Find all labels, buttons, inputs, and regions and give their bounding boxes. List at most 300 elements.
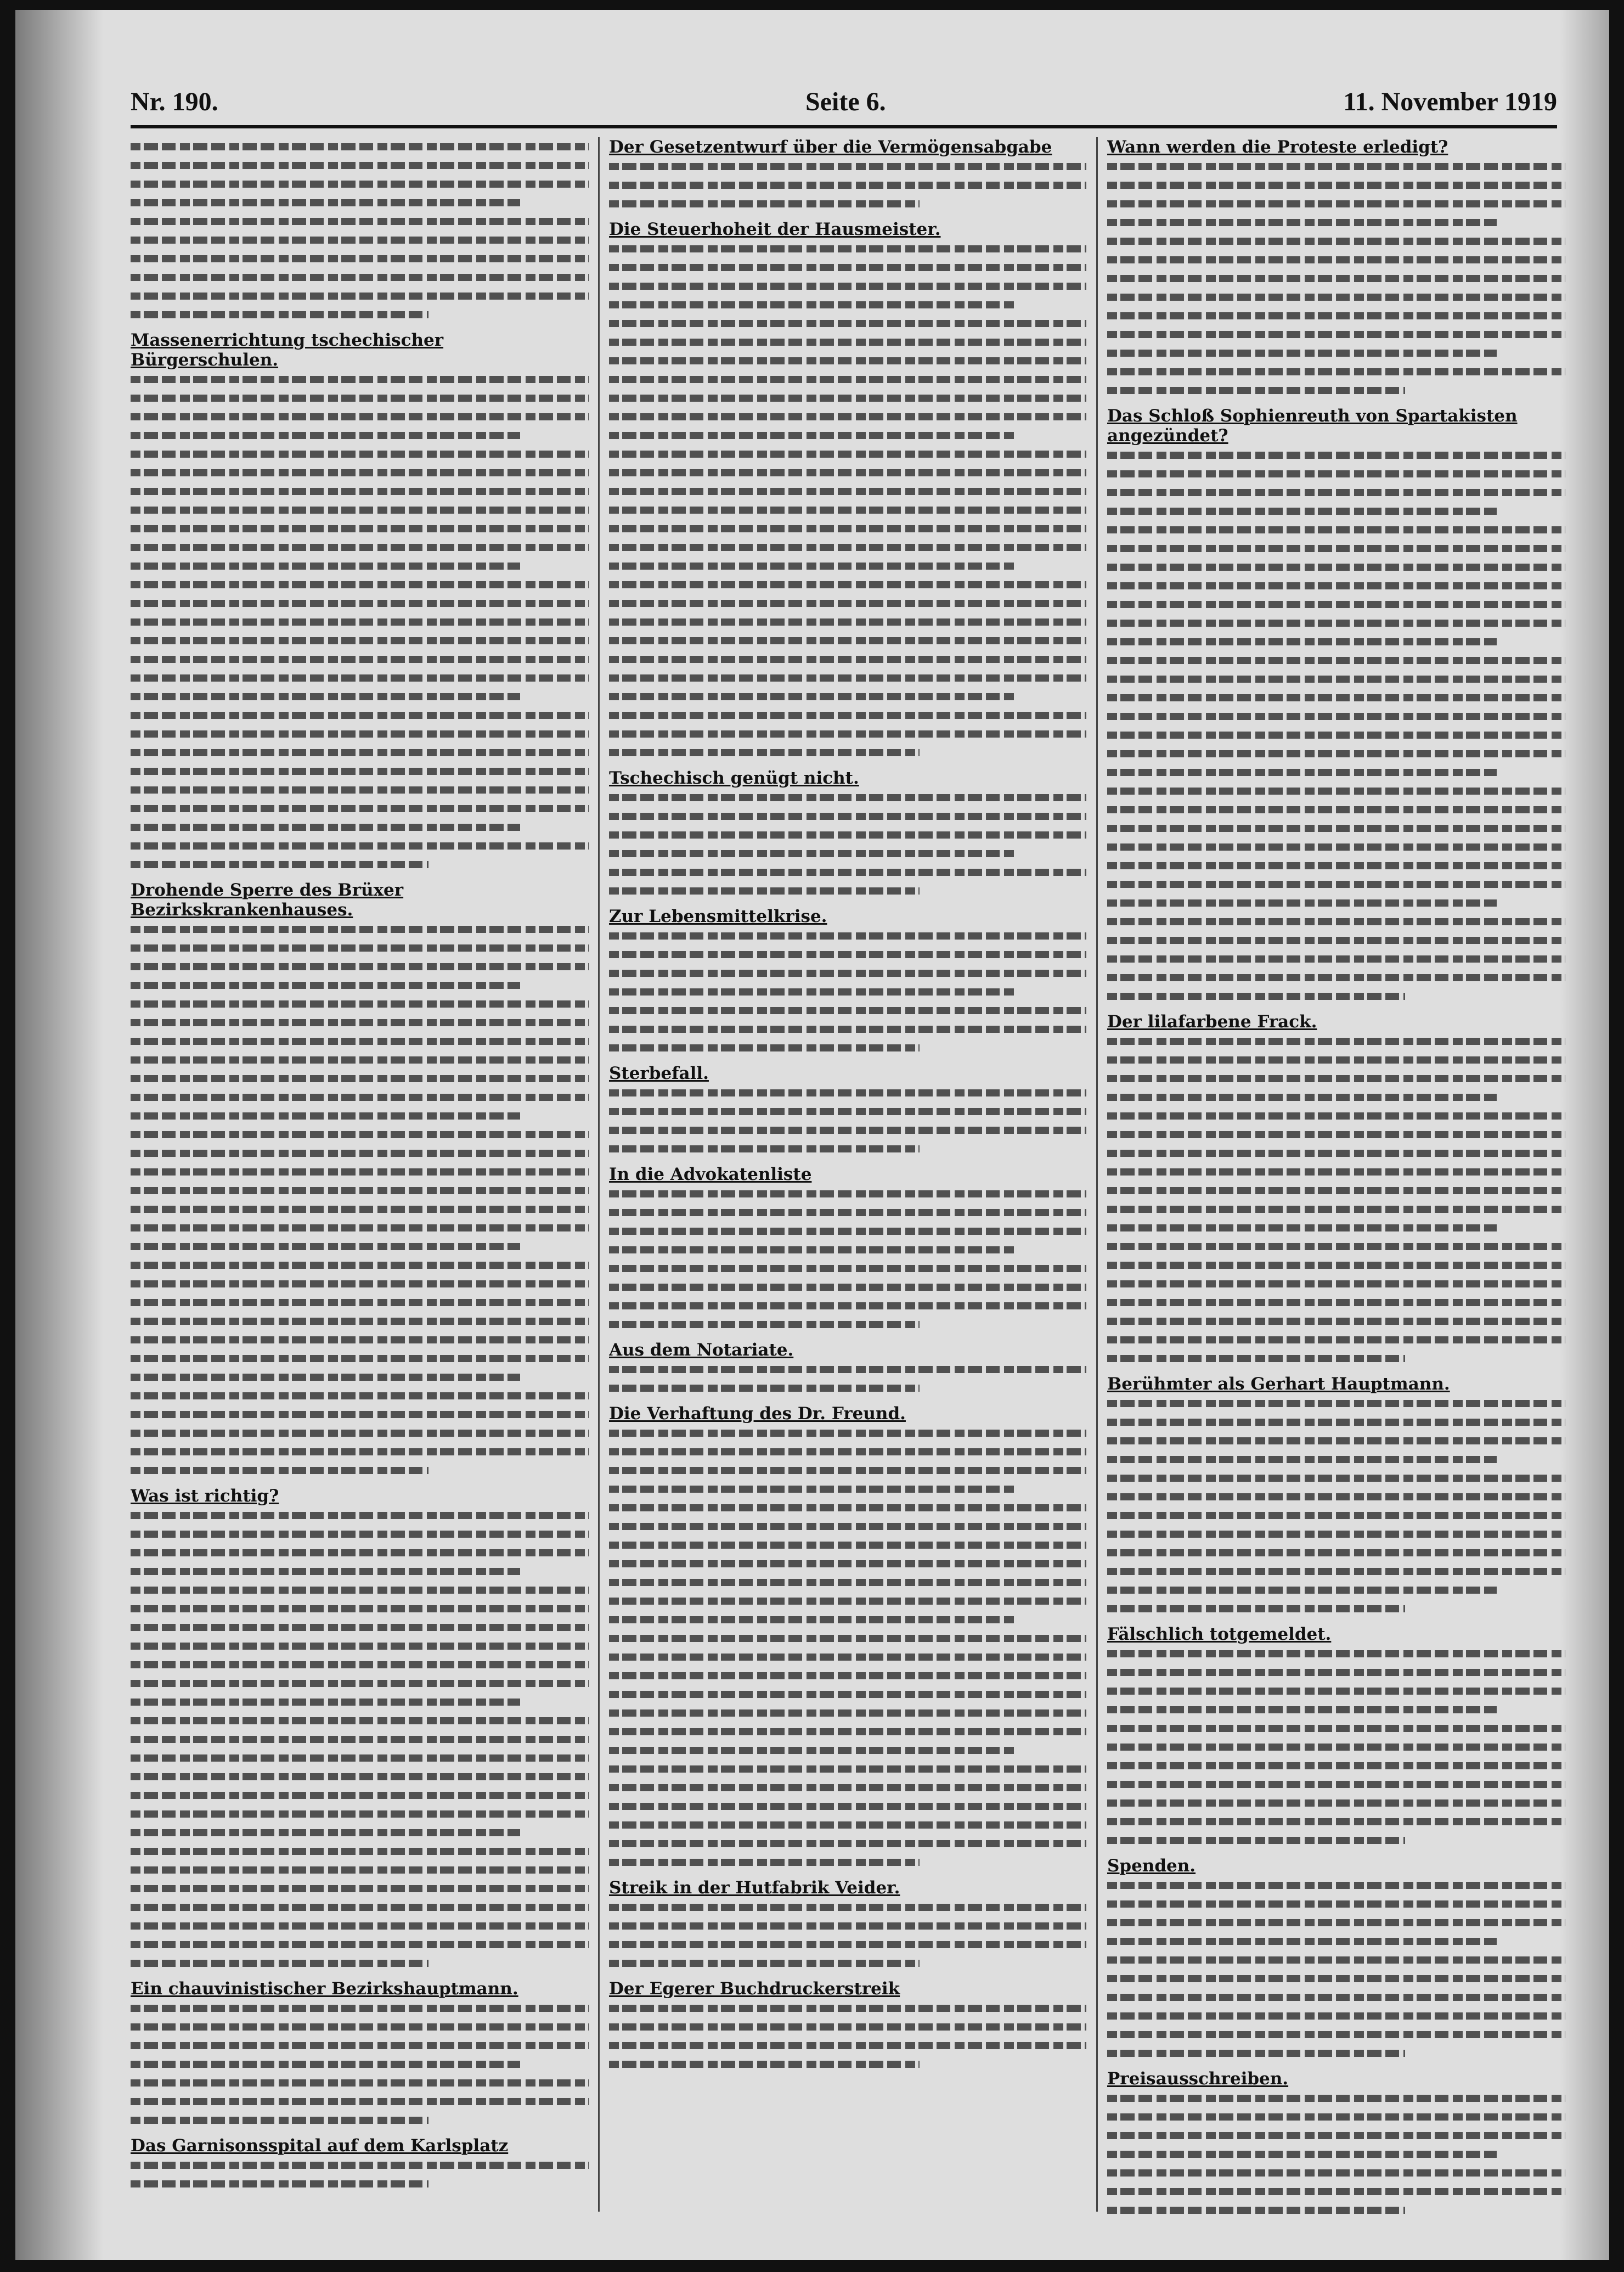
illegible-text-line	[131, 1125, 589, 1144]
article-heading: Fälschlich totgemeldet.	[1107, 1624, 1332, 1644]
illegible-text-line	[1107, 1125, 1565, 1144]
illegible-text-line	[131, 1748, 589, 1767]
illegible-text-line	[609, 881, 1086, 900]
page-edge-shadow-left	[15, 10, 103, 2260]
illegible-text-line	[1107, 1719, 1565, 1737]
article	[1107, 1624, 1565, 1849]
illegible-text-line	[609, 1203, 1086, 1222]
illegible-text-line	[1107, 1144, 1565, 1162]
illegible-text-line	[1107, 1681, 1565, 1700]
illegible-text-line	[1107, 1831, 1565, 1849]
illegible-text-line	[131, 2174, 589, 2193]
illegible-text-line	[1107, 1050, 1565, 1069]
illegible-text-line	[1107, 893, 1565, 912]
illegible-text-line	[131, 631, 589, 650]
illegible-text-line	[131, 1786, 589, 1804]
illegible-text-line	[1107, 1562, 1565, 1581]
illegible-text-line	[609, 1954, 1086, 1972]
illegible-text-line	[609, 295, 1086, 314]
illegible-text-line	[131, 724, 589, 743]
illegible-text-line	[131, 212, 589, 230]
article-heading: Zur Lebensmittelkrise.	[609, 907, 827, 926]
illegible-text-line	[131, 1674, 589, 1692]
illegible-text-line	[1107, 1543, 1565, 1562]
illegible-text-line	[131, 1581, 589, 1599]
illegible-text-line	[609, 1573, 1086, 1591]
illegible-text-line	[1107, 1469, 1565, 1487]
illegible-text-line	[131, 687, 589, 706]
illegible-text-line	[131, 594, 589, 612]
illegible-text-line	[609, 351, 1086, 370]
illegible-text-line	[1107, 1876, 1565, 1894]
illegible-text-line	[609, 788, 1086, 807]
illegible-text-line	[131, 1860, 589, 1879]
illegible-text-line	[609, 1935, 1086, 1954]
illegible-text-line	[609, 612, 1086, 631]
article-heading: Spenden.	[1107, 1856, 1196, 1876]
illegible-text-line	[1107, 1663, 1565, 1681]
illegible-text-line	[609, 1834, 1086, 1853]
illegible-text-line	[1107, 381, 1565, 400]
column-3	[1107, 137, 1565, 2234]
illegible-text-line	[609, 1898, 1086, 1916]
illegible-text-line	[1107, 520, 1565, 539]
illegible-text-line	[1107, 1700, 1565, 1719]
illegible-text-line	[609, 1722, 1086, 1741]
article	[131, 137, 589, 324]
illegible-text-line	[1107, 1181, 1565, 1200]
illegible-text-line	[131, 1312, 589, 1330]
illegible-text-line	[609, 1554, 1086, 1573]
article	[609, 1165, 1086, 1334]
article-heading: Der Gesetzentwurf über die Vermögensabgabe	[609, 137, 1052, 157]
illegible-text-line	[131, 389, 589, 407]
illegible-text-line	[1107, 1525, 1565, 1543]
illegible-text-line	[131, 2073, 589, 2092]
illegible-text-line	[131, 920, 589, 938]
illegible-text-line	[609, 1001, 1086, 1020]
illegible-text-line	[1107, 1450, 1565, 1469]
article	[609, 1878, 1086, 1972]
illegible-text-line	[1107, 2025, 1565, 2044]
illegible-text-line	[131, 2055, 589, 2073]
illegible-text-line	[131, 1804, 589, 1823]
illegible-text-line	[131, 818, 589, 836]
illegible-text-line	[131, 1692, 589, 1711]
illegible-text-line	[1107, 232, 1565, 250]
illegible-text-line	[609, 500, 1086, 519]
illegible-text-line	[609, 945, 1086, 964]
illegible-text-line	[609, 314, 1086, 333]
article	[1107, 1374, 1565, 1618]
illegible-text-line	[609, 1536, 1086, 1554]
illegible-text-line	[1107, 819, 1565, 837]
illegible-text-line	[1107, 931, 1565, 949]
illegible-text-line	[1107, 1106, 1565, 1125]
illegible-text-line	[131, 156, 589, 175]
illegible-text-line	[1107, 288, 1565, 306]
illegible-text-line	[609, 445, 1086, 463]
illegible-text-line	[609, 1296, 1086, 1315]
illegible-text-line	[131, 799, 589, 818]
illegible-text-line	[609, 482, 1086, 500]
article-heading: Die Steuerhoheit der Hausmeister.	[609, 220, 941, 239]
illegible-text-line	[131, 2036, 589, 2055]
illegible-text-line	[1107, 1237, 1565, 1256]
article-heading: Der Egerer Buchdruckerstreik	[609, 1979, 900, 1999]
illegible-text-line	[131, 2156, 589, 2174]
illegible-text-line	[131, 1256, 589, 1274]
illegible-text-line	[131, 137, 589, 156]
illegible-text-line	[131, 1050, 589, 1069]
illegible-text-line	[131, 1525, 589, 1543]
illegible-text-line	[609, 594, 1086, 612]
illegible-text-line	[1107, 670, 1565, 688]
illegible-text-line	[1107, 1793, 1565, 1812]
illegible-text-line	[1107, 1032, 1565, 1050]
illegible-text-line	[1107, 558, 1565, 576]
illegible-text-line	[609, 1121, 1086, 1139]
illegible-text-line	[1107, 1349, 1565, 1368]
illegible-text-line	[1107, 1312, 1565, 1330]
illegible-text-line	[1107, 651, 1565, 670]
illegible-text-line	[131, 1879, 589, 1898]
illegible-text-line	[609, 650, 1086, 668]
illegible-text-line	[609, 1703, 1086, 1722]
illegible-text-line	[131, 193, 589, 212]
illegible-text-line	[131, 650, 589, 668]
article-heading: Sterbefall.	[609, 1064, 709, 1083]
illegible-text-line	[609, 426, 1086, 445]
illegible-text-line	[609, 538, 1086, 556]
illegible-text-line	[609, 807, 1086, 825]
illegible-text-line	[131, 1898, 589, 1916]
illegible-text-line	[1107, 2163, 1565, 2182]
illegible-text-line	[1107, 2201, 1565, 2219]
illegible-text-line	[131, 445, 589, 463]
illegible-text-line	[131, 1842, 589, 1860]
illegible-text-line	[1107, 987, 1565, 1005]
illegible-text-line	[609, 1759, 1086, 1778]
article	[131, 330, 589, 874]
illegible-text-line	[1107, 446, 1565, 464]
illegible-text-line	[131, 1274, 589, 1293]
illegible-text-line	[1107, 1644, 1565, 1663]
column-divider	[598, 137, 600, 2212]
illegible-text-line	[131, 1330, 589, 1349]
illegible-text-line	[609, 1442, 1086, 1461]
illegible-text-line	[609, 407, 1086, 426]
illegible-text-line	[1107, 1756, 1565, 1775]
illegible-text-line	[1107, 1737, 1565, 1756]
illegible-text-line	[131, 482, 589, 500]
article-heading: Das Garnisonsspital auf dem Karlsplatz	[131, 2136, 509, 2156]
illegible-text-line	[131, 1181, 589, 1200]
illegible-text-line	[131, 1562, 589, 1581]
article-heading: Massenerrichtung tschechischer Bürgerschulen.	[131, 330, 444, 370]
illegible-text-line	[609, 277, 1086, 295]
column-divider	[1096, 137, 1098, 2212]
illegible-text-line	[131, 1013, 589, 1032]
illegible-text-line	[131, 1461, 589, 1480]
illegible-text-line	[1107, 1913, 1565, 1932]
illegible-text-line	[609, 463, 1086, 482]
illegible-text-line	[1107, 800, 1565, 819]
illegible-text-line	[131, 1442, 589, 1461]
article	[1107, 406, 1565, 1005]
article	[1107, 1856, 1565, 2062]
illegible-text-line	[609, 1741, 1086, 1759]
illegible-text-line	[131, 1711, 589, 1730]
illegible-text-line	[1107, 576, 1565, 595]
illegible-text-line	[1107, 464, 1565, 483]
illegible-text-line	[1107, 1413, 1565, 1431]
illegible-text-line	[131, 1200, 589, 1218]
illegible-text-line	[609, 1647, 1086, 1666]
article-heading: Streik in der Hutfabrik Veider.	[609, 1878, 900, 1898]
illegible-text-line	[131, 2092, 589, 2111]
illegible-text-line	[1107, 1932, 1565, 1950]
illegible-text-line	[609, 706, 1086, 724]
illegible-text-line	[131, 1999, 589, 2017]
illegible-text-line	[1107, 1274, 1565, 1293]
illegible-text-line	[131, 1088, 589, 1106]
illegible-text-line	[609, 631, 1086, 650]
page-masthead	[131, 87, 1557, 128]
article	[1107, 2069, 1565, 2219]
illegible-text-line	[609, 844, 1086, 863]
illegible-text-line	[1107, 1218, 1565, 1237]
illegible-text-line	[609, 687, 1086, 706]
article-heading: Was ist richtig?	[131, 1486, 279, 1506]
illegible-text-line	[1107, 1969, 1565, 1988]
article-heading: Drohende Sperre des Brüxer Bezirkskrankenhauses.	[131, 880, 404, 920]
article	[1107, 137, 1565, 400]
illegible-text-line	[1107, 2145, 1565, 2163]
illegible-text-line	[1107, 1599, 1565, 1618]
illegible-text-line	[1107, 837, 1565, 856]
page-number: Seite 6.	[805, 87, 886, 116]
column-2	[609, 137, 1086, 2234]
illegible-text-line	[131, 1543, 589, 1562]
article	[131, 880, 589, 1480]
illegible-text-line	[609, 519, 1086, 538]
illegible-text-line	[1107, 502, 1565, 520]
article	[609, 1979, 1086, 2073]
article	[609, 1064, 1086, 1158]
illegible-text-line	[131, 500, 589, 519]
illegible-text-line	[131, 743, 589, 762]
illegible-text-line	[1107, 2006, 1565, 2025]
illegible-text-line	[131, 976, 589, 994]
illegible-text-line	[131, 2111, 589, 2129]
illegible-text-line	[1107, 344, 1565, 362]
illegible-text-line	[609, 1259, 1086, 1278]
illegible-text-line	[609, 1591, 1086, 1610]
illegible-text-line	[609, 1629, 1086, 1647]
illegible-text-line	[609, 1222, 1086, 1240]
illegible-text-line	[1107, 483, 1565, 502]
illegible-text-line	[609, 1424, 1086, 1442]
illegible-text-line	[131, 957, 589, 976]
article-heading: Ein chauvinistischer Bezirkshauptmann.	[131, 1979, 518, 1999]
illegible-text-line	[1107, 614, 1565, 632]
illegible-text-line	[609, 1797, 1086, 1815]
illegible-text-line	[1107, 912, 1565, 931]
illegible-text-line	[1107, 744, 1565, 763]
illegible-text-line	[1107, 306, 1565, 325]
illegible-text-line	[1107, 949, 1565, 968]
illegible-text-line	[131, 286, 589, 305]
illegible-text-line	[1107, 1988, 1565, 2006]
illegible-text-line	[609, 1102, 1086, 1121]
illegible-text-line	[1107, 968, 1565, 987]
illegible-text-line	[131, 612, 589, 631]
illegible-text-line	[131, 1218, 589, 1237]
illegible-text-line	[609, 668, 1086, 687]
illegible-text-line	[131, 1916, 589, 1935]
illegible-text-line	[609, 556, 1086, 575]
illegible-text-line	[609, 1778, 1086, 1797]
illegible-text-line	[131, 1144, 589, 1162]
article-heading: In die Advokatenliste	[609, 1165, 812, 1184]
illegible-text-line	[1107, 2107, 1565, 2126]
illegible-text-line	[131, 1618, 589, 1636]
illegible-text-line	[609, 239, 1086, 258]
illegible-text-line	[131, 1032, 589, 1050]
illegible-text-line	[1107, 2126, 1565, 2145]
illegible-text-line	[609, 1020, 1086, 1038]
illegible-text-line	[131, 1386, 589, 1405]
illegible-text-line	[131, 1405, 589, 1424]
illegible-text-line	[1107, 688, 1565, 707]
illegible-text-line	[131, 836, 589, 855]
illegible-text-line	[609, 2055, 1086, 2073]
article	[131, 1486, 589, 1972]
article	[131, 1979, 589, 2129]
article-heading: Preisausschreiben.	[1107, 2069, 1289, 2089]
illegible-text-line	[609, 1517, 1086, 1536]
illegible-text-line	[131, 938, 589, 957]
column-1	[131, 137, 589, 2234]
illegible-text-line	[1107, 1088, 1565, 1106]
illegible-text-line	[131, 463, 589, 482]
illegible-text-line	[131, 556, 589, 575]
illegible-text-line	[609, 1480, 1086, 1498]
illegible-text-line	[131, 2017, 589, 2036]
illegible-text-line	[609, 1498, 1086, 1517]
illegible-text-line	[1107, 1487, 1565, 1506]
illegible-text-line	[609, 176, 1086, 194]
illegible-text-line	[1107, 1330, 1565, 1349]
illegible-text-line	[609, 157, 1086, 176]
article-heading: Die Verhaftung des Dr. Freund.	[609, 1404, 906, 1424]
illegible-text-line	[1107, 856, 1565, 875]
illegible-text-line	[1107, 1894, 1565, 1913]
article-heading: Wann werden die Proteste erledigt?	[1107, 137, 1448, 157]
illegible-text-line	[131, 1368, 589, 1386]
illegible-text-line	[1107, 1950, 1565, 1969]
illegible-text-line	[609, 1666, 1086, 1685]
illegible-text-line	[131, 994, 589, 1013]
illegible-text-line	[1107, 1581, 1565, 1599]
illegible-text-line	[609, 1184, 1086, 1203]
article-heading: Tschechisch genügt nicht.	[609, 768, 859, 788]
article-heading: Berühmter als Gerhart Hauptmann.	[1107, 1374, 1450, 1394]
illegible-text-line	[1107, 539, 1565, 558]
illegible-text-line	[1107, 1812, 1565, 1831]
illegible-text-line	[609, 964, 1086, 982]
illegible-text-line	[1107, 1775, 1565, 1793]
illegible-text-line	[609, 825, 1086, 844]
illegible-text-line	[609, 1999, 1086, 2017]
illegible-text-line	[609, 1278, 1086, 1296]
illegible-text-line	[131, 1730, 589, 1748]
illegible-text-line	[131, 1636, 589, 1655]
article	[609, 220, 1086, 762]
illegible-text-line	[131, 1424, 589, 1442]
article	[131, 2136, 589, 2193]
newspaper-page	[15, 10, 1609, 2260]
article-heading: Das Schloß Sophienreuth von Spartakisten angezündet?	[1107, 406, 1518, 446]
illegible-text-line	[609, 1083, 1086, 1102]
illegible-text-line	[609, 575, 1086, 594]
illegible-text-line	[1107, 632, 1565, 651]
illegible-text-line	[1107, 2089, 1565, 2107]
illegible-text-line	[1107, 2182, 1565, 2201]
illegible-text-line	[131, 1767, 589, 1786]
illegible-text-line	[1107, 269, 1565, 288]
illegible-text-line	[131, 1293, 589, 1312]
illegible-text-line	[131, 762, 589, 780]
illegible-text-line	[131, 1823, 589, 1842]
illegible-text-line	[1107, 1293, 1565, 1312]
illegible-text-line	[131, 575, 589, 594]
illegible-text-line	[1107, 1256, 1565, 1274]
illegible-text-line	[609, 1610, 1086, 1629]
article-heading: Aus dem Notariate.	[609, 1340, 794, 1360]
illegible-text-line	[609, 258, 1086, 277]
illegible-text-line	[609, 333, 1086, 351]
illegible-text-line	[609, 1815, 1086, 1834]
illegible-text-line	[609, 1461, 1086, 1480]
illegible-text-line	[1107, 1506, 1565, 1525]
illegible-text-line	[609, 1685, 1086, 1703]
illegible-text-line	[609, 2036, 1086, 2055]
illegible-text-line	[609, 926, 1086, 945]
illegible-text-line	[1107, 875, 1565, 893]
illegible-text-line	[1107, 726, 1565, 744]
illegible-text-line	[131, 1506, 589, 1525]
illegible-text-line	[131, 855, 589, 874]
illegible-text-line	[609, 724, 1086, 743]
illegible-text-line	[609, 863, 1086, 881]
illegible-text-line	[1107, 781, 1565, 800]
article	[609, 1404, 1086, 1871]
illegible-text-line	[609, 1916, 1086, 1935]
illegible-text-line	[131, 407, 589, 426]
illegible-text-line	[609, 1139, 1086, 1158]
article	[609, 768, 1086, 900]
illegible-text-line	[131, 305, 589, 324]
illegible-text-line	[1107, 707, 1565, 726]
illegible-text-line	[1107, 1200, 1565, 1218]
illegible-text-line	[1107, 194, 1565, 213]
illegible-text-line	[609, 2017, 1086, 2036]
illegible-text-line	[131, 1106, 589, 1125]
article	[609, 137, 1086, 213]
page-edge-shadow-right	[1560, 10, 1609, 2260]
